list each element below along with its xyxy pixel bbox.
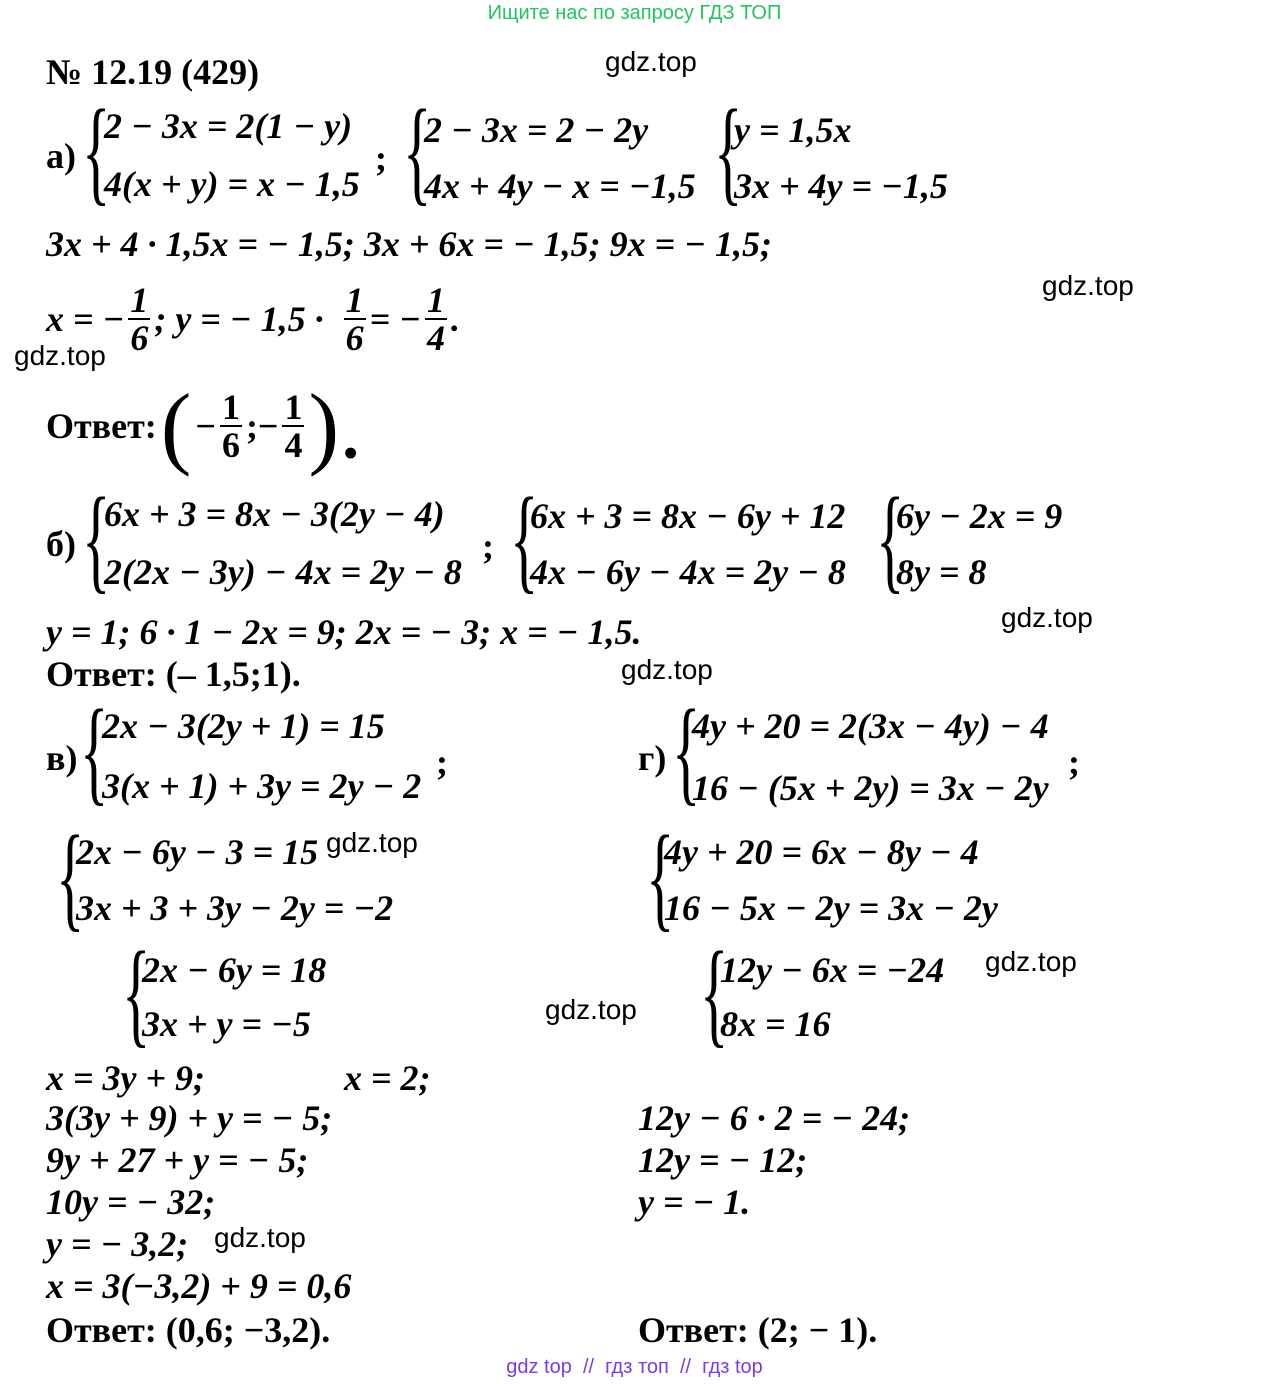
text: x = − <box>46 299 125 339</box>
text: ;− <box>245 406 279 446</box>
system-brace: { <box>82 85 111 216</box>
watermark: gdz.top <box>326 827 418 858</box>
text: ; y = − 1,5 · <box>154 299 324 339</box>
part-a-label: а) <box>46 136 76 176</box>
equation: 6x + 3 = 8x − 6y + 12 <box>530 496 846 536</box>
text: − <box>195 406 216 446</box>
watermark: gdz.top <box>1001 602 1093 633</box>
equation: 2 − 3x = 2(1 − y) <box>104 106 353 146</box>
separator: ; <box>375 138 387 178</box>
equation: 4(x + y) = x − 1,5 <box>104 164 360 204</box>
equation: 4x + 4y − x = −1,5 <box>424 166 696 206</box>
equation: 6x + 3 = 8x − 3(2y − 4) <box>104 494 445 534</box>
solution-line: 3x + 4 · 1,5x = − 1,5; 3x + 6x = − 1,5; 9x = − 1,5; <box>46 224 772 264</box>
equation: 4y + 20 = 6x − 8y − 4 <box>664 832 979 872</box>
system-brace: { <box>82 473 111 604</box>
equation: 8y = 8 <box>896 552 987 592</box>
system-brace: { <box>80 685 109 816</box>
equation: 2x − 6y − 3 = 15 <box>76 832 319 872</box>
separator: ; <box>482 526 494 566</box>
fraction <box>128 282 150 356</box>
system-brace: { <box>122 927 151 1058</box>
paren-open: ( <box>160 375 192 477</box>
part-v-label: в) <box>46 738 78 778</box>
fraction-denominator: 4 <box>426 318 445 358</box>
equation: 16 − (5x + 2y) = 3x − 2y <box>692 768 1049 808</box>
equation: 2x − 3(2y + 1) = 15 <box>102 706 385 746</box>
fraction-numerator: 1 <box>284 387 303 427</box>
equation: 3x + 4y = −1,5 <box>734 166 948 206</box>
equation: 2(2x − 3y) − 4x = 2y − 8 <box>104 552 462 592</box>
solution-line: y = 1; 6 · 1 − 2x = 9; 2x = − 3; x = − 1,5. <box>46 612 642 652</box>
text: = − <box>369 299 421 339</box>
solution-line: y = − 3,2; <box>46 1224 189 1264</box>
system-brace: { <box>876 473 905 604</box>
fraction <box>282 389 304 463</box>
part-b-label: б) <box>46 524 76 564</box>
solution-line: x = 2; <box>344 1058 431 1098</box>
watermark: gdz.top <box>214 1222 306 1253</box>
system-brace: { <box>510 473 539 604</box>
separator: ; <box>1068 742 1080 782</box>
equation: 16 − 5x − 2y = 3x − 2y <box>664 888 998 928</box>
system-brace: { <box>714 85 743 216</box>
solution-line: 10y = − 32; <box>46 1182 216 1222</box>
solution-line: 12y − 6 · 2 = − 24; <box>638 1098 911 1138</box>
watermark: gdz.top <box>14 340 106 371</box>
watermark: gdz.top <box>985 946 1077 977</box>
fraction-numerator: 1 <box>130 280 149 320</box>
answer-label: Ответ: <box>46 406 157 446</box>
equation: 3x + 3 + 3y − 2y = −2 <box>76 888 394 928</box>
system-brace: { <box>403 85 432 216</box>
equation: 4x − 6y − 4x = 2y − 8 <box>530 552 846 592</box>
solution-line: 12y = − 12; <box>638 1140 808 1180</box>
fraction <box>425 282 447 356</box>
part-g-label: г) <box>638 738 667 778</box>
solution-line: 9y + 27 + y = − 5; <box>46 1140 309 1180</box>
system-brace: { <box>56 811 85 942</box>
solution-line <box>46 282 460 356</box>
equation: 12y − 6x = −24 <box>720 950 945 990</box>
equation: 2x − 6y = 18 <box>142 950 327 990</box>
equation: 8x = 16 <box>720 1004 831 1044</box>
equation: 3x + y = −5 <box>142 1004 311 1044</box>
watermark: gdz.top <box>1042 270 1134 301</box>
fraction-denominator: 6 <box>345 318 364 358</box>
fraction-numerator: 1 <box>221 387 240 427</box>
equation: 3(x + 1) + 3y = 2y − 2 <box>102 766 422 806</box>
fraction <box>344 282 366 356</box>
equation: 4y + 20 = 2(3x − 4y) − 4 <box>692 706 1049 746</box>
solution-line: x = 3y + 9; <box>46 1058 205 1098</box>
answer-line: Ответ: (0,6; −3,2). <box>46 1310 331 1350</box>
paren-close: ). <box>308 375 363 477</box>
answer-line: Ответ: (– 1,5;1). <box>46 654 301 694</box>
equation: 2 − 3x = 2 − 2y <box>424 110 649 150</box>
separator: ; <box>436 742 448 782</box>
fraction <box>220 389 242 463</box>
system-brace: { <box>646 811 675 942</box>
solution-line: y = − 1. <box>638 1182 751 1222</box>
watermark: gdz.top <box>545 994 637 1025</box>
equation: y = 1,5x <box>734 110 852 150</box>
footer-links: gdz top // гдз топ // гдз top <box>506 1356 763 1378</box>
watermark: gdz.top <box>621 654 713 685</box>
equation: 6y − 2x = 9 <box>896 496 1063 536</box>
text: . <box>450 299 460 339</box>
fraction-denominator: 6 <box>221 425 240 465</box>
header-ad: Ищите нас по запросу ГДЗ ТОП <box>487 2 782 24</box>
answer-line: Ответ: (2; − 1). <box>638 1310 878 1350</box>
fraction-denominator: 4 <box>284 425 303 465</box>
solution-line: 3(3y + 9) + y = − 5; <box>46 1098 333 1138</box>
answer-line <box>46 375 363 477</box>
solution-line: x = 3(−3,2) + 9 = 0,6 <box>46 1266 352 1306</box>
fraction-numerator: 1 <box>426 280 445 320</box>
fraction-numerator: 1 <box>345 280 364 320</box>
fraction-denominator: 6 <box>130 318 149 358</box>
watermark: gdz.top <box>605 46 697 77</box>
problem-number: № 12.19 (429) <box>46 52 260 92</box>
system-brace: { <box>672 685 701 816</box>
system-brace: { <box>700 927 729 1058</box>
